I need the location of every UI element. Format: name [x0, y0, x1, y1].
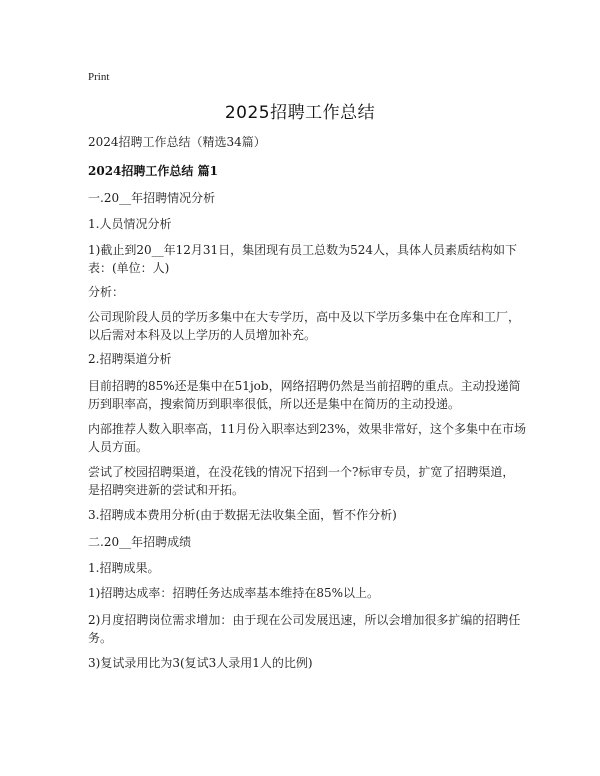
item2-heading: 2.招聘渠道分析 — [88, 352, 172, 366]
part1-heading: 一.20__年招聘情况分析 — [88, 191, 216, 205]
section-heading: 2024招聘工作总结 篇1 — [88, 164, 218, 178]
item1-paragraph: 1)截止到20__年12月31日，集团现有员工总数为524人，具体人员素质结构如下表：(单位：人) — [88, 243, 518, 275]
result-item-3: 3)复试录用比为3(复试3人录用1人的比例) — [88, 656, 313, 670]
analysis-paragraph: 公司现阶段人员的学历多集中在大专学历，高中及以下学历多集中在仓库和工厂，以后需对本科及以上学历的人员增加补充。 — [88, 310, 521, 342]
item3-heading: 3.招聘成本费用分析(由于数据无法收集全面，暂不作分析) — [88, 508, 397, 522]
item2-paragraph-3: 尝试了校园招聘渠道，在没花钱的情况下招到一个?标审专员，扩宽了招聘渠道，是招聘突进新的尝试和开拓。 — [88, 465, 515, 497]
result-item-2: 2)月度招聘岗位需求增加：由于现在公司发展迅速，所以会增加很多扩编的招聘任务。 — [88, 613, 521, 645]
result-heading: 1.招聘成果。 — [88, 561, 160, 575]
part2-heading: 二.20__年招聘成绩 — [88, 535, 192, 549]
result-item-1: 1)招聘达成率：招聘任务达成率基本维持在85%以上。 — [88, 586, 379, 600]
analysis-label: 分析： — [88, 285, 125, 299]
print-label: Print — [88, 71, 110, 83]
document-title: 2025招聘工作总结 — [224, 103, 376, 123]
document-subtitle: 2024招聘工作总结（精选34篇） — [88, 135, 266, 149]
item2-paragraph-2: 内部推荐人数入职率高，11月份入职率达到23%，效果非常好，这个多集中在市场人员方面。 — [88, 422, 526, 454]
item2-paragraph-1: 目前招聘的85%还是集中在51job，网络招聘仍然是当前招聘的重点。主动投递简历到职率高，搜索简历到职率很低，所以还是集中在简历的主动投递。 — [88, 379, 521, 411]
item1-heading: 1.人员情况分析 — [88, 217, 172, 231]
